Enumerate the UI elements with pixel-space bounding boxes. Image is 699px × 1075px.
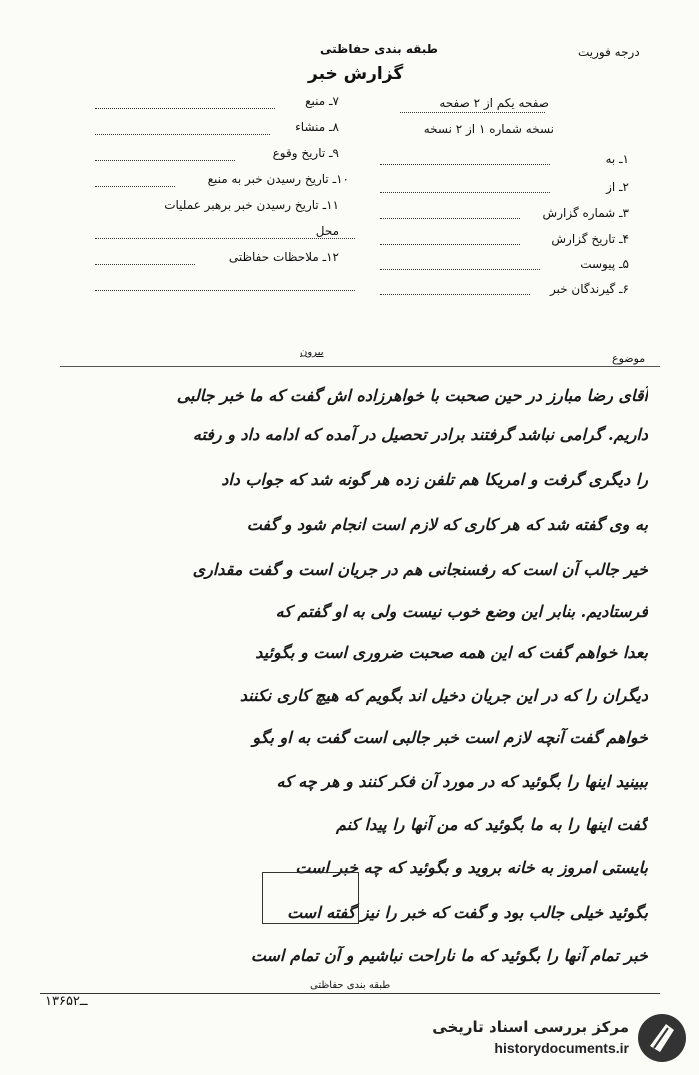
footer-divider <box>40 993 660 994</box>
field-report-date: ۴ـ تاریخ گزارش <box>551 232 629 246</box>
watermark-url: historydocuments.ir <box>494 1040 629 1056</box>
body-line: دیگران را که در این جریان دخیل اند بگویم که هیچ کاری نکنند <box>239 686 648 705</box>
body-line: فرستادیم. بنابر این وضع خوب نیست ولی به او گفتم که <box>275 602 648 621</box>
field-security-notes: ۱۲ـ ملاحظات حفاظتی <box>228 250 339 264</box>
rule <box>95 108 275 109</box>
body-line: آقای رضا مبارز در حین صحبت با خواهرزاده اش گفت که ما خبر جالبی <box>176 386 648 405</box>
rule <box>380 269 540 270</box>
watermark-title: مرکز بررسی اسناد تاریخی <box>432 1018 629 1036</box>
rule <box>380 244 520 245</box>
body-line: به وی گفته شد که هر کاری که لازم است انجام شود و گفت <box>246 515 648 534</box>
document-archive-logo-icon <box>636 1012 688 1064</box>
body-line: را دیگری گرفت و امریکا هم تلفن زده هر گونه شد که جواب داد <box>221 470 648 489</box>
rule <box>95 238 355 239</box>
stamp-box <box>262 872 359 924</box>
field-from: ۲ـ از <box>606 180 629 194</box>
field-attachment: ۵ـ پیوست <box>580 257 629 271</box>
header-classification: طبقه بندی حفاظتی <box>320 42 438 56</box>
field-to: ۱ـ به <box>605 152 629 166</box>
secret-mark: بیرون <box>300 347 324 358</box>
body-line: بایستی امروز به خانه بروید و بگوئید که چه خبر است <box>295 858 648 877</box>
body-line: خواهم گفت آنچه لازم است خبر جالبی است گفت به او بگو <box>252 728 648 747</box>
rule <box>400 112 545 113</box>
rule <box>95 186 175 187</box>
rule <box>380 218 520 219</box>
body-line: داریم. گرامی نباشد گرفتند برادر تحصیل در آمده که ادامه داد و رفته <box>192 425 648 444</box>
subject-divider <box>60 366 660 367</box>
field-report-number: ۳ـ شماره گزارش <box>542 206 629 220</box>
rule <box>380 294 530 295</box>
field-copy: نسخه شماره ۱ از ۲ نسخه <box>423 122 554 136</box>
rule <box>380 192 550 193</box>
field-recipients: ۶ـ گیرندگان خبر <box>549 282 629 296</box>
field-location: محل <box>315 224 339 238</box>
rule <box>380 164 550 165</box>
rule <box>95 264 195 265</box>
rule <box>95 134 270 135</box>
body-line: خیر جالب آن است که رفسنجانی هم در جریان است و گفت مقداری <box>192 560 648 579</box>
field-origin: ۸ـ منشاء <box>295 120 339 134</box>
field-source: ۷ـ منبع <box>305 94 339 108</box>
document-code: ۱۳۶ــ۵۲ <box>45 994 88 1009</box>
rule <box>95 160 235 161</box>
field-event-date: ۹ـ تاریخ وقوع <box>272 146 339 160</box>
body-line: بگوئید خیلی جالب بود و گفت که خبر را نیز گفته است <box>287 903 648 922</box>
report-title: گزارش خبر <box>308 64 404 84</box>
body-line: ببینید اینها را بگوئید که در مورد آن فکر کنند و هر چه که <box>276 772 648 791</box>
subject-label: موضوع <box>612 352 646 365</box>
rule <box>95 290 355 291</box>
field-news-to-leader-date: ۱۱ـ تاریخ رسیدن خبر برهبر عملیات <box>164 198 339 212</box>
priority-label: درجه فوریت <box>578 45 640 59</box>
body-line: بعدا خواهم گفت که این همه صحبت ضروری است و بگوئید <box>255 643 648 662</box>
field-news-to-source-date: ۱۰ـ تاریخ رسیدن خبر به منبع <box>207 172 349 186</box>
field-page: صفحه یکم از ۲ صفحه <box>439 96 549 110</box>
footer-classification: طبقه بندی حفاظتی <box>310 980 391 991</box>
body-line: خبر تمام آنها را بگوئید که ما ناراحت نباشیم و آن تمام است <box>250 946 648 965</box>
body-line: گفت اینها را به ما بگوئید که من آنها را پیدا کنم <box>335 815 648 834</box>
